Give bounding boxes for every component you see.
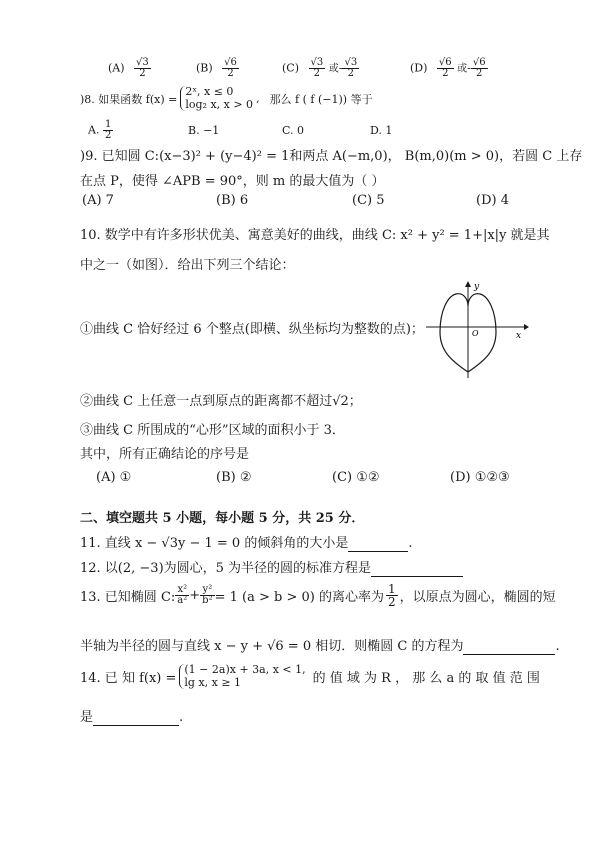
q14-line-2: 是 . — [80, 710, 184, 725]
q9-option-a: (A) 7 — [82, 193, 114, 208]
q8-option-c: C. 0 — [282, 124, 305, 137]
q13-line-1: 13. 已知椭圆 C: $\frac{\text{x²}}{\text{a²}}$ + $\frac{\text{y²}}{\text{b²}}$ = 1 (a > b > 0) 的离心率为 $\frac{1}{2}$ ，以原点为圆心，椭圆的短 — [80, 582, 556, 609]
x-axis-label: x — [516, 331, 522, 341]
x-axis-arrow — [524, 324, 529, 330]
y-axis-arrow — [465, 281, 471, 287]
q8-option-a: A. $\frac{1}{2}$ — [88, 119, 112, 141]
q9-line-1: )9. 已知圆 C:(x−3)² + (y−4)² = 1和两点 A(−m,0)， B(m,0)(m > 0)，若圆 C 上存 — [80, 149, 583, 164]
q10-line-1: 10. 数学中有许多形状优美、寓意美好的曲线，曲线 C: x² + y² = 1+|x|y 就是其 — [80, 228, 550, 243]
q9-line-2: 在点 P，使得 ∠APB = 90°，则 m 的最大值为（ ） — [80, 174, 385, 189]
q9-option-c: (C) 5 — [352, 193, 385, 208]
q9-option-b: (B) 6 — [216, 193, 249, 208]
q10-prompt: 其中，所有正确结论的序号是 — [80, 447, 250, 462]
q14-answer-blank[interactable] — [93, 710, 179, 726]
q10-line-2: 中之一（如图）．给出下列三个结论： — [80, 258, 295, 273]
q14-line-1: 14. 已 知 f(x) = (1 − 2a)x + 3a, x < 1, lg x, x ≥ 1 的 值 域 为 R ， 那 么 a 的 取 值 范 围 — [80, 663, 540, 689]
q10-statement-2: ②曲线 C 上任意一点到原点的距离都不超过√2； — [80, 394, 362, 409]
q8-option-b: B. −1 — [188, 124, 220, 137]
q13-line-2: 半轴为半径的圆与直线 x − y + √6 = 0 相切．则椭圆 C 的方程为 . — [80, 639, 560, 654]
q11-answer-blank[interactable] — [348, 536, 408, 552]
q12-line: 12. 以(2, −3)为圆心，5 为半径的圆的标准方程是 — [80, 557, 463, 577]
q10-option-d: (D) ①②③ — [450, 470, 510, 485]
q7-option-c: (C) $\frac{√3}{2}$ 或- $\frac{√3}{2}$ — [282, 57, 358, 79]
q13-answer-blank[interactable] — [463, 639, 555, 655]
q10-statement-1: ①曲线 C 恰好经过 6 个整点(即横、纵坐标均为整数的点)； — [80, 322, 424, 337]
q7-option-b: (B) $\frac{√6}{2}$ — [196, 57, 237, 79]
q9-option-d: (D) 4 — [476, 193, 509, 208]
y-axis-label: y — [474, 282, 480, 292]
q12-answer-blank[interactable] — [371, 561, 463, 577]
q8-option-d: D. 1 — [370, 124, 393, 137]
q10-option-a: (A) ① — [96, 470, 132, 485]
q7-option-d: (D) $\frac{√6}{2}$ 或- $\frac{√6}{2}$ — [410, 57, 486, 79]
heart-curve-figure — [420, 280, 530, 380]
q8-stem: )8. 如果函数 f(x) = 2ˣ, x ≤ 0 log₂ x, x > 0 , 那么 f ( f (−1)) 等于 — [80, 85, 373, 111]
q10-option-b: (B) ② — [216, 470, 252, 485]
q11-line: 11. 直线 x − √3y − 1 = 0 的倾斜角的大小是 . — [80, 536, 413, 551]
q10-statement-3: ③曲线 C 所围成的“心形”区域的面积小于 3． — [80, 423, 345, 438]
q10-option-c: (C) ①② — [332, 470, 380, 485]
section-2-heading: 二、填空题共 5 小题，每小题 5 分，共 25 分． — [80, 511, 365, 526]
q7-option-a: (A) $\frac{√3}{2}$ — [108, 57, 149, 79]
origin-label: O — [472, 329, 479, 338]
